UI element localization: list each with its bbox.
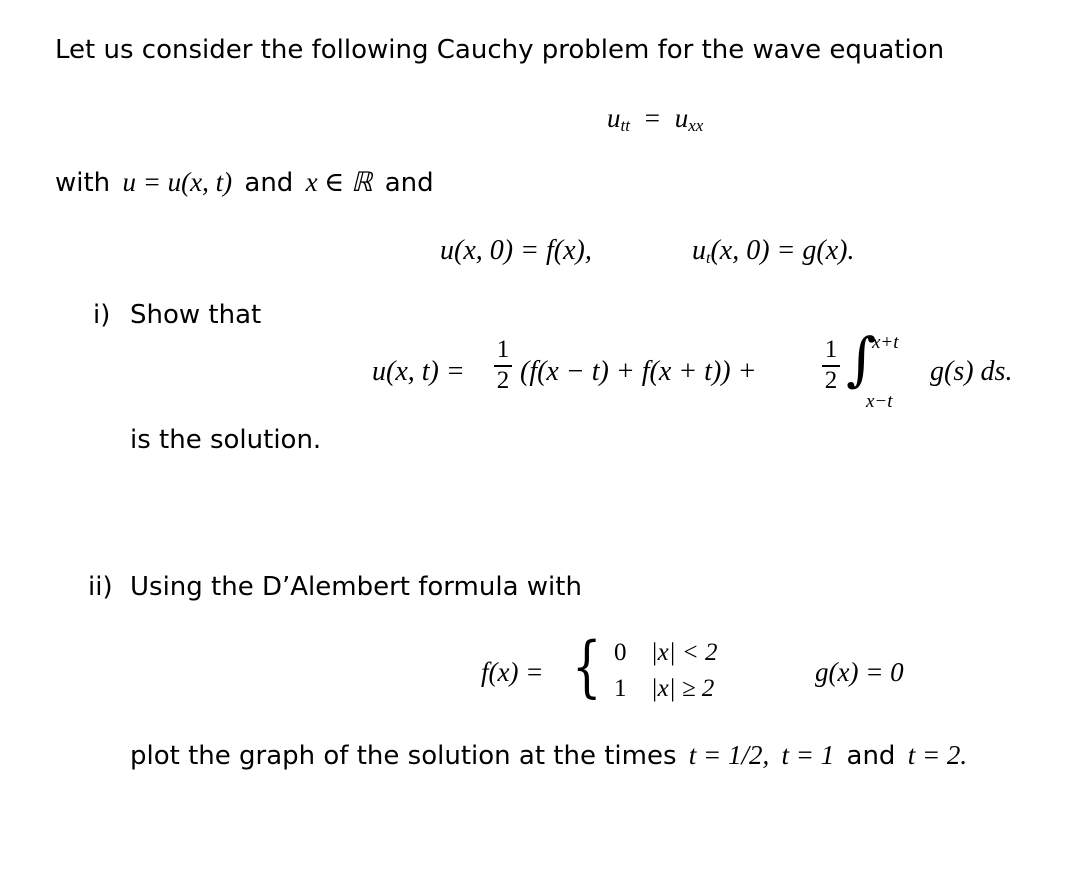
plot-and: and — [846, 741, 896, 771]
with-word: with — [55, 168, 111, 198]
ic2-u: u — [692, 235, 706, 266]
x-domain: x ∈ ℝ — [305, 167, 373, 197]
and-word-2: and — [384, 168, 434, 198]
plot-text: plot the graph of the solution at the times — [130, 741, 677, 771]
and-word-1: and — [244, 168, 294, 198]
half-2-numerator: 1 — [824, 336, 838, 363]
piecewise-brace: { — [572, 628, 602, 705]
case-1-value: 0 — [614, 639, 627, 666]
formula-half-2 — [822, 337, 840, 393]
integral-lower-limit: x−t — [866, 391, 893, 412]
ic2-sub: t — [706, 250, 711, 267]
wave-eq-equals: = — [644, 103, 660, 133]
time-1: t = 1/2, — [688, 740, 770, 770]
case-row-2 — [614, 676, 714, 701]
integral-upper-limit: x+t — [872, 332, 899, 353]
case-2-condition: |x| ≥ 2 — [650, 675, 715, 702]
part-i-label: i) — [93, 300, 111, 330]
time-3: t = 2. — [907, 740, 968, 770]
part-ii-label: ii) — [88, 572, 113, 602]
u-definition: u = u(x, t) — [122, 167, 233, 197]
half-1-denominator: 2 — [496, 367, 510, 394]
formula-middle: (f(x − t) + f(x + t)) + — [520, 356, 757, 387]
case-2-value: 1 — [614, 675, 627, 702]
part-i-text: Show that — [130, 300, 262, 330]
wave-eq-rhs: u — [674, 103, 689, 133]
piecewise-lhs: f(x) = — [481, 657, 544, 687]
half-1-numerator: 1 — [496, 336, 510, 363]
formula-lhs: u(x, t) = — [372, 356, 465, 387]
part-i-after-text: is the solution. — [130, 425, 322, 455]
g-definition: g(x) = 0 — [815, 657, 904, 687]
case-row-1 — [614, 640, 717, 665]
part-ii-text: Using the D’Alembert formula with — [130, 572, 582, 602]
initial-condition-2 — [692, 237, 855, 265]
time-2: t = 1 — [781, 740, 835, 770]
case-1-condition: |x| < 2 — [650, 639, 718, 666]
plot-line — [130, 742, 967, 769]
intro-text: Let us consider the following Cauchy problem for the wave equation — [55, 35, 945, 65]
integrand: g(s) ds. — [930, 356, 1013, 387]
wave-equation — [607, 103, 704, 135]
formula-half-1 — [494, 337, 512, 393]
wave-eq-lhs-sub: tt — [620, 116, 630, 135]
with-line — [55, 169, 434, 196]
half-2-denominator: 2 — [824, 367, 838, 394]
initial-condition-1: u(x, 0) = f(x), — [440, 235, 592, 266]
wave-eq-rhs-sub: xx — [688, 116, 704, 135]
ic2-rest: (x, 0) = g(x). — [710, 235, 855, 266]
integral-sign: ∫ — [846, 325, 877, 393]
wave-eq-lhs: u — [607, 103, 621, 133]
